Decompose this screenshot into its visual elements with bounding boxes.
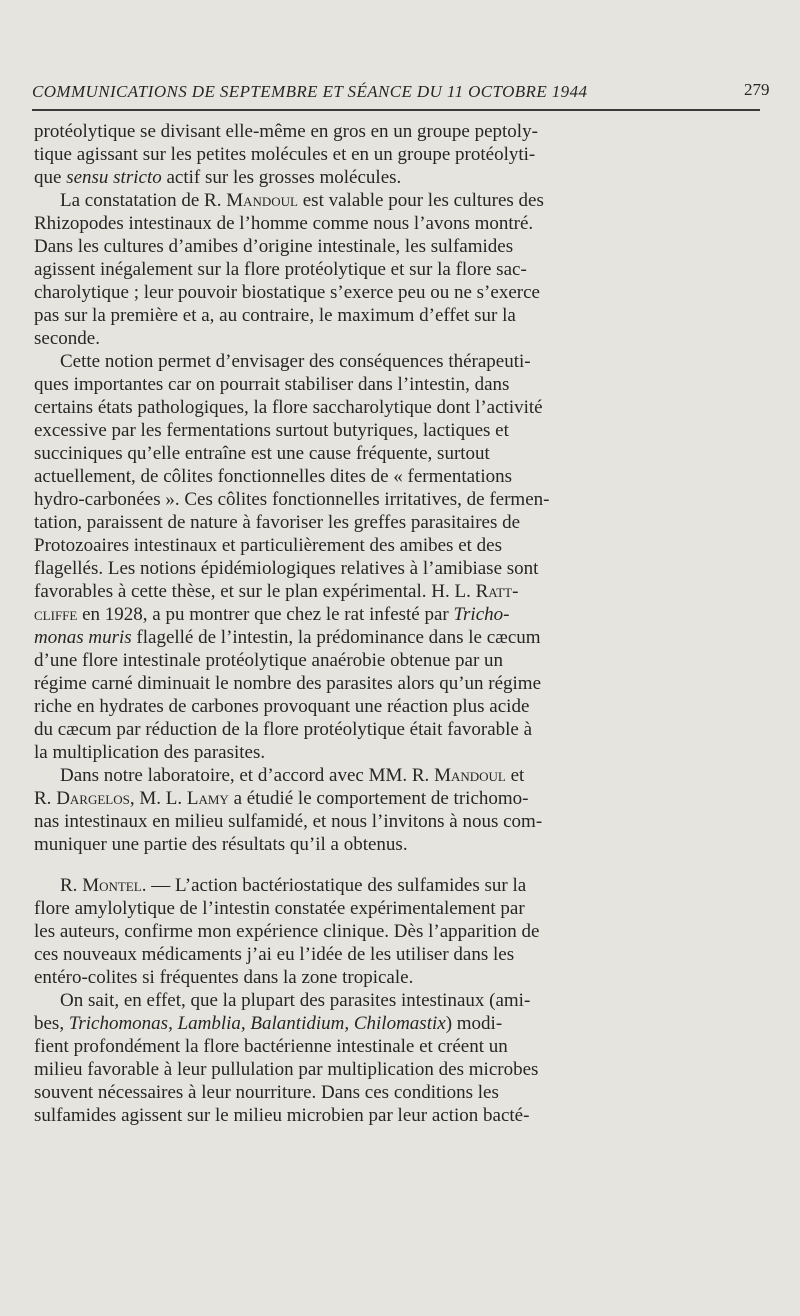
text-line: fient profondément la flore bactérienne intestinale et créent un: [34, 1036, 508, 1057]
text-line: Cette notion permet d’envisager des conséquences thérapeuti-: [60, 351, 531, 372]
text-line: ces nouveaux médicaments j’ai eu l’idée de les utiliser dans les: [34, 944, 515, 965]
text-run: R.: [34, 788, 57, 809]
italic-text: Trichomonas, Lamblia, Balantidium, Chilomastix: [68, 1013, 446, 1034]
text-line: [34, 166, 654, 189]
text-line: les auteurs, confirme mon expérience clinique. Dès l’apparition de: [34, 921, 540, 942]
text-run: Dans notre laboratoire, et d’accord avec MM. R.: [60, 765, 435, 786]
text-line: On sait, en effet, que la plupart des parasites intestinaux (ami-: [60, 990, 531, 1011]
text-run: R.: [60, 875, 83, 896]
text-line: [34, 764, 654, 787]
text-run: . — L’action bactériostatique des sulfamides sur la: [141, 875, 527, 896]
text-line: [34, 603, 654, 626]
text-line: Dans les cultures d’amibes d’origine intestinale, les sulfamides: [34, 236, 514, 257]
author-name: Ratt-: [475, 581, 519, 602]
text-line: d’une flore intestinale protéolytique anaérobie obtenue par un: [34, 650, 504, 671]
text-line: sulfamides agissent sur le milieu microbien par leur action bacté-: [34, 1105, 530, 1126]
text-line: excessive par les fermentations surtout butyriques, lactiques et: [34, 420, 509, 441]
text-line: nas intestinaux en milieu sulfamidé, et nous l’invitons à nous com-: [34, 811, 543, 832]
author-name: Mandoul: [434, 765, 506, 786]
text-line: [34, 580, 654, 603]
text-run: La constatation de R.: [60, 190, 227, 211]
text-line: seconde.: [34, 328, 100, 349]
text-run: bes,: [34, 1013, 69, 1034]
body-text: [34, 120, 654, 1127]
text-run: actif sur les grosses molécules.: [161, 167, 402, 188]
italic-text: Tricho-: [453, 604, 510, 625]
text-line: [34, 874, 654, 897]
author-name: cliffe: [34, 604, 78, 625]
text-run: a étudié le comportement de trichomo-: [228, 788, 529, 809]
text-line: protéolytique se divisant elle-même en gros en un groupe peptoly-: [34, 121, 538, 142]
text-run: en 1928, a pu montrer que chez le rat infesté par: [77, 604, 454, 625]
text-run: ) modi-: [445, 1013, 503, 1034]
text-line: flore amylolytique de l’intestin constatée expérimentalement par: [34, 898, 525, 919]
text-line: riche en hydrates de carbones provoquant une réaction plus acide: [34, 696, 530, 717]
italic-text: sensu stricto: [66, 167, 162, 188]
text-line: ques importantes car on pourrait stabiliser dans l’intestin, dans: [34, 374, 510, 395]
author-name: Mandoul: [226, 190, 298, 211]
text-line: souvent nécessaires à leur nourriture. Dans ces conditions les: [34, 1082, 499, 1103]
text-line: tique agissant sur les petites molécules et en un groupe protéolyti-: [34, 144, 536, 165]
author-name: Montel: [82, 875, 142, 896]
text-line: succiniques qu’elle entraîne est une cause fréquente, surtout: [34, 443, 490, 464]
text-line: actuellement, de côlites fonctionnelles dites de « fermentations: [34, 466, 513, 487]
text-run: favorables à cette thèse, et sur le plan expérimental. H. L.: [34, 581, 476, 602]
text-line: agissent inégalement sur la flore protéolytique et sur la flore sac-: [34, 259, 527, 280]
text-run: flagellé de l’intestin, la prédominance dans le cæcum: [131, 627, 541, 648]
text-line: pas sur la première et a, au contraire, le maximum d’effet sur la: [34, 305, 516, 326]
text-line: certains états pathologiques, la flore saccharolytique dont l’activité: [34, 397, 543, 418]
author-name: Dargelos: [56, 788, 130, 809]
text-line: régime carné diminuait le nombre des parasites alors qu’un régime: [34, 673, 542, 694]
text-line: flagellés. Les notions épidémiologiques relatives à l’amibiase sont: [34, 558, 539, 579]
text-line: muniquer une partie des résultats qu’il a obtenus.: [34, 834, 408, 855]
text-line: tation, paraissent de nature à favoriser les greffes parasitaires de: [34, 512, 521, 533]
running-header: COMMUNICATIONS DE SEPTEMBRE ET SÉANCE DU 11 OCTOBRE 1944: [32, 82, 588, 101]
header-rule: [32, 109, 760, 111]
text-line: [34, 1012, 654, 1035]
text-line: [34, 787, 654, 810]
text-run: que: [34, 167, 67, 188]
paragraph-gap: [34, 856, 654, 874]
text-run: , M. L.: [129, 788, 187, 809]
text-line: charolytique ; leur pouvoir biostatique s’exerce peu ou ne s’exerce: [34, 282, 540, 303]
text-line: milieu favorable à leur pullulation par multiplication des microbes: [34, 1059, 539, 1080]
text-run: et: [505, 765, 525, 786]
text-line: hydro-carbonées ». Ces côlites fonctionnelles irritatives, de fermen-: [34, 489, 550, 510]
text-line: entéro-colites si fréquentes dans la zone tropicale.: [34, 967, 414, 988]
text-line: Rhizopodes intestinaux de l’homme comme nous l’avons montré.: [34, 213, 534, 234]
text-line: la multiplication des parasites.: [34, 742, 266, 763]
text-line: [34, 189, 654, 212]
text-line: Protozoaires intestinaux et particulièrement des amibes et des: [34, 535, 502, 556]
text-run: est valable pour les cultures des: [298, 190, 544, 211]
italic-text: monas muris: [34, 627, 132, 648]
page-number: 279: [744, 80, 770, 99]
author-name: Lamy: [186, 788, 229, 809]
text-line: du cæcum par réduction de la flore protéolytique était favorable à: [34, 719, 533, 740]
text-line: [34, 626, 654, 649]
